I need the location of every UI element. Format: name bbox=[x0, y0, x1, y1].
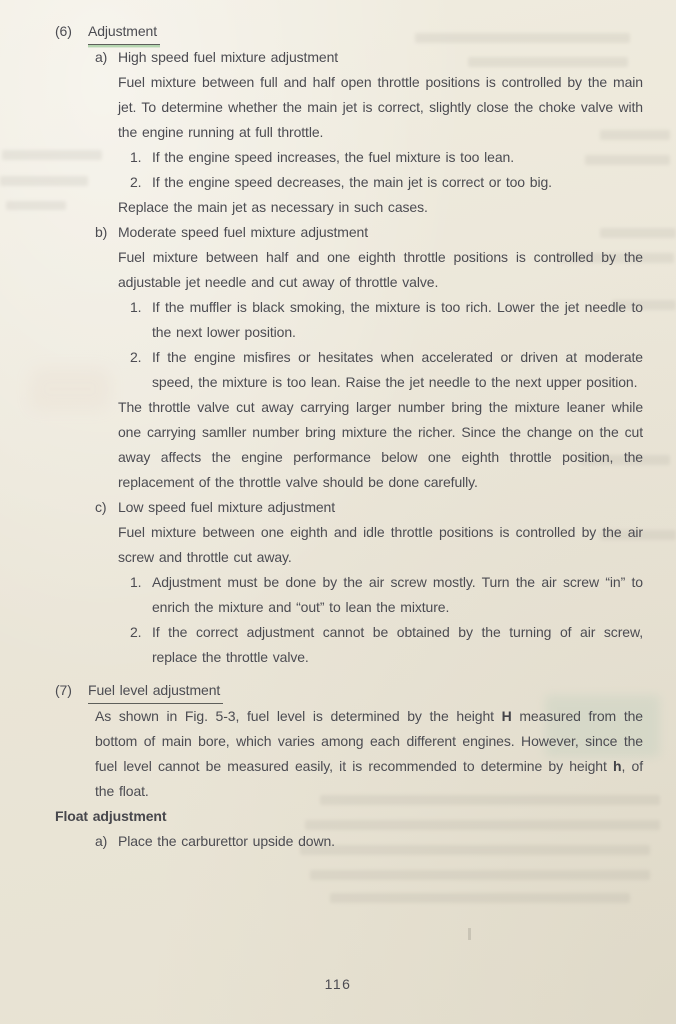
height-H-symbol: H bbox=[501, 708, 512, 724]
list-item bbox=[118, 620, 643, 670]
section-6-marker: (6) bbox=[55, 23, 72, 39]
list-item-number: 2. bbox=[130, 624, 142, 640]
list-item-text: If the muffler is black smoking, the mixture is too rich. Lower the jet needle to the next lower position. bbox=[152, 299, 643, 340]
subsection-b-moderate-speed bbox=[95, 220, 643, 495]
section-7-marker: (7) bbox=[55, 682, 72, 698]
paragraph: Fuel mixture between one eighth and idle throttle positions is controlled by the air screw and throttle cut away. bbox=[118, 524, 643, 565]
list-item-text: If the engine misfires or hesitates when accelerated or driven at moderate speed, the mixture is too lean. Raise the jet needle to the next upper position. bbox=[152, 349, 643, 390]
section-6-title: Adjustment bbox=[88, 19, 160, 45]
list-item bbox=[118, 570, 643, 620]
float-step-a-text: Place the carburettor upside down. bbox=[118, 833, 335, 849]
paragraph bbox=[95, 704, 643, 804]
section-7-heading bbox=[55, 678, 643, 704]
paragraph: The throttle valve cut away carrying larger number bring the mixture leaner while one carrying samller number bring mixture the richer. Since the change on the cut away affects the engine performance below one eighth throttle position, the replacement of the throttle valve should be done carefully. bbox=[118, 399, 643, 490]
list-item-number: 1. bbox=[130, 299, 142, 315]
subsection-a-heading bbox=[95, 45, 643, 70]
subsection-a-body bbox=[95, 70, 643, 220]
subsection-c-title: Low speed fuel mixture adjustment bbox=[118, 499, 336, 515]
list-item-text: If the correct adjustment cannot be obtained by the turning of air screw, replace the throttle valve. bbox=[152, 624, 643, 665]
float-adjustment-step bbox=[55, 829, 643, 854]
subsection-a-marker: a) bbox=[95, 49, 108, 65]
list-item-text: If the engine speed decreases, the main jet is correct or too big. bbox=[152, 174, 552, 190]
subsection-c-low-speed bbox=[95, 495, 643, 670]
section-6-subsections bbox=[55, 45, 643, 670]
section-7-title: Fuel level adjustment bbox=[88, 678, 223, 704]
section-fuel-level-adjustment bbox=[55, 678, 643, 804]
page-content bbox=[55, 19, 643, 854]
section-6-heading bbox=[55, 19, 643, 45]
list-item-text: Adjustment must be done by the air screw mostly. Turn the air screw “in” to enrich the mixture and “out” to lean the mixture. bbox=[152, 574, 643, 615]
section-float-adjustment bbox=[55, 804, 643, 854]
bleedthrough-line bbox=[330, 893, 630, 903]
bleedthrough-line bbox=[310, 870, 650, 880]
float-step-a-marker: a) bbox=[95, 833, 108, 849]
page-number: 116 bbox=[324, 976, 352, 992]
subsection-c-heading bbox=[95, 495, 643, 520]
section-7-body bbox=[55, 704, 643, 804]
list-item-number: 1. bbox=[130, 574, 142, 590]
subsection-b-heading bbox=[95, 220, 643, 245]
subsection-c-marker: c) bbox=[95, 499, 107, 515]
paragraph-text: As shown in Fig. 5-3, fuel level is determined by the height bbox=[95, 708, 502, 724]
float-adjustment-title: Float adjustment bbox=[55, 808, 167, 824]
list-item-number: 1. bbox=[130, 149, 142, 165]
subsection-a-high-speed bbox=[95, 45, 643, 220]
list-item-number: 2. bbox=[130, 349, 142, 365]
section-adjustment bbox=[55, 19, 643, 670]
list-item-number: 2. bbox=[130, 174, 142, 190]
list-item bbox=[118, 295, 643, 345]
paragraph: Replace the main jet as necessary in such cases. bbox=[118, 199, 428, 215]
height-h-symbol: h bbox=[613, 758, 622, 774]
paragraph-text: measured from the bottom of main bore, which varies among each different engines. However, since the fuel level cannot be measured easily, it is recommended to determine by height bbox=[95, 708, 643, 774]
list-item bbox=[118, 145, 643, 170]
subsection-b-marker: b) bbox=[95, 224, 108, 240]
list-item bbox=[118, 345, 643, 395]
list-item-text: If the engine speed increases, the fuel mixture is too lean. bbox=[152, 149, 514, 165]
paragraph: Fuel mixture between half and one eighth throttle positions is controlled by the adjustable jet needle and cut away of throttle valve. bbox=[118, 249, 643, 290]
scan-artifact bbox=[468, 928, 471, 940]
subsection-b-body bbox=[95, 245, 643, 495]
subsection-a-title: High speed fuel mixture adjustment bbox=[118, 49, 339, 65]
subsection-c-body bbox=[95, 520, 643, 670]
paragraph-text: , of the float. bbox=[95, 758, 644, 799]
paragraph: Fuel mixture between full and half open throttle positions is controlled by the main jet. To determine whether the main jet is correct, slightly close the choke valve with the engine running at full throttle. bbox=[118, 74, 643, 140]
subsection-b-title: Moderate speed fuel mixture adjustment bbox=[118, 224, 368, 240]
list-item bbox=[118, 170, 643, 195]
